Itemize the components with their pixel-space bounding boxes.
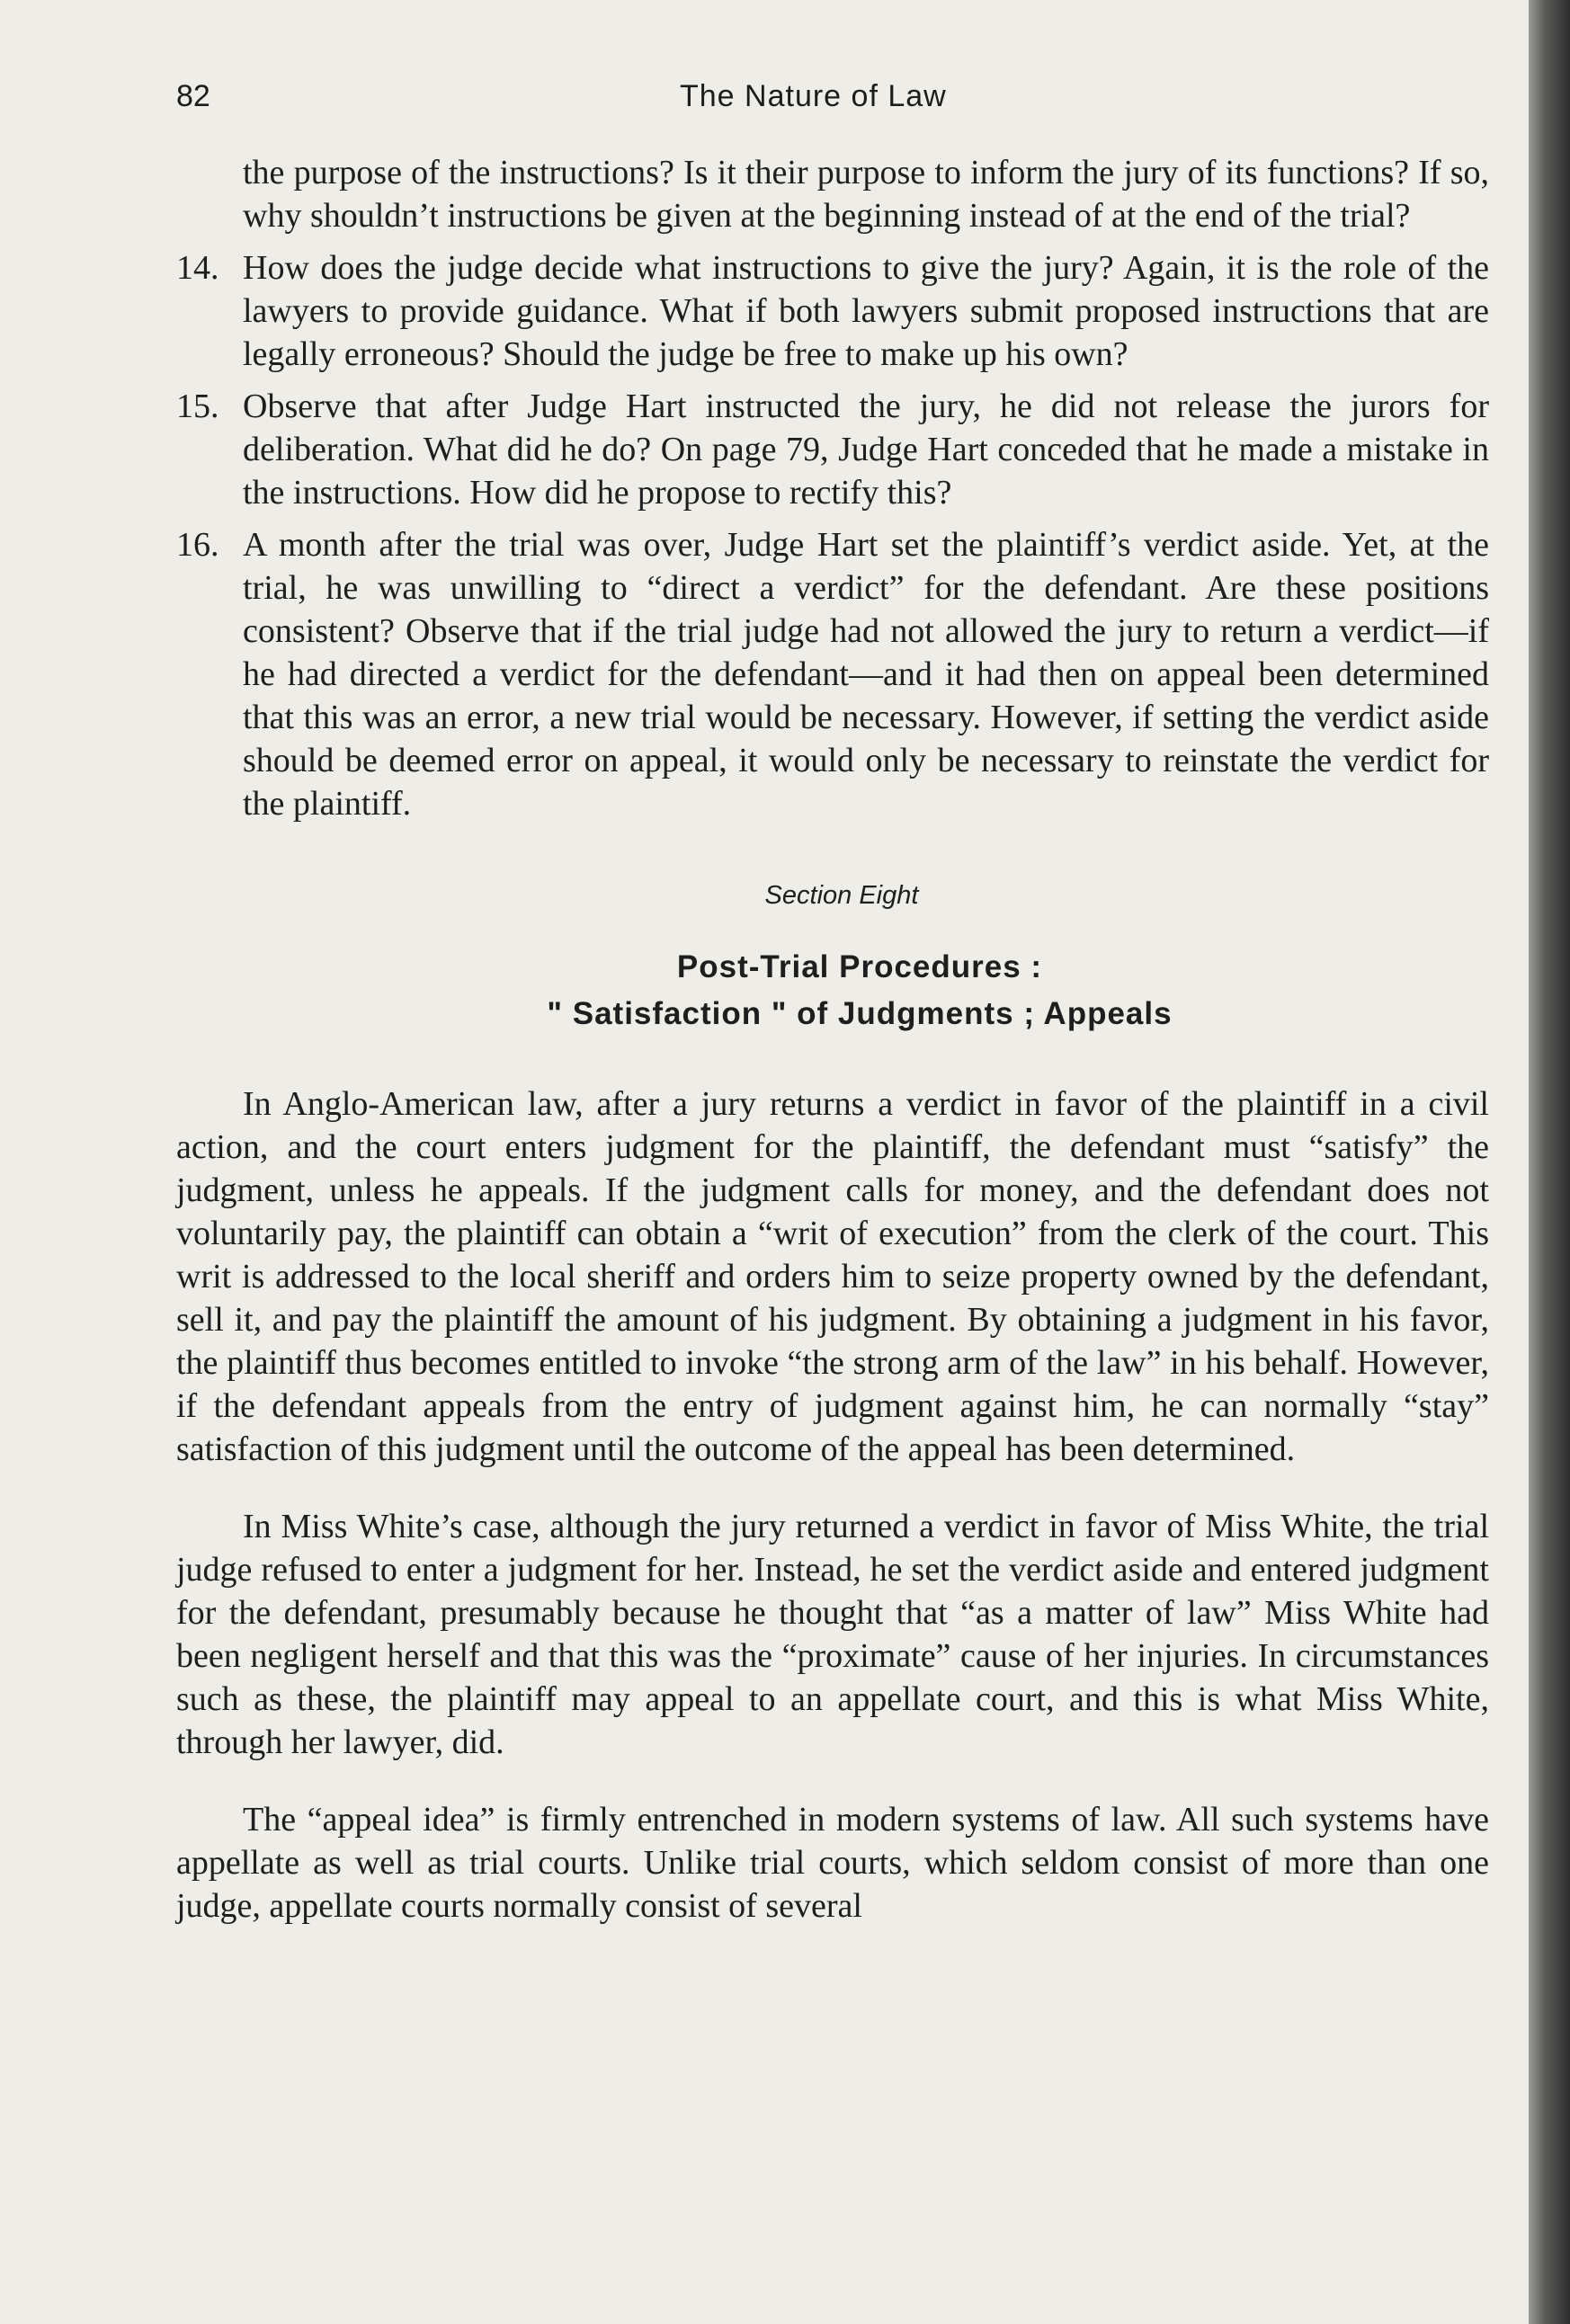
question-item [176, 523, 1489, 825]
section-heading-line-1: Post-Trial Procedures : [676, 949, 1043, 984]
question-item [176, 246, 1489, 376]
body-paragraph: The “appeal idea” is firmly entrenched in modern systems of law. All such systems have appellate as well as trial courts. Unlike trial courts, which seldom consist of more than one judge, appellate courts normally consist of several [176, 1801, 1489, 1925]
page-edge-shadow [1529, 0, 1570, 2324]
body-paragraph: In Anglo-American law, after a jury returns a verdict in favor of the plaintiff in a civil action, and the court enters judgment for the plaintiff, the defendant must “satisfy” the judgment, unless he appeals. If the judgment calls for money, and the defendant does not voluntarily pay, the plaintiff can obtain a “writ of execution” from the clerk of the court. This writ is addressed to the local sheriff and orders him to seize property owned by the defendant, sell it, and pay the plaintiff the amount of his judgment. By obtaining a judgment in his favor, the plaintiff thus becomes entitled to invoke “the strong arm of the law” in his behalf. However, if the defendant appeals from the entry of judgment against him, he can normally “stay” satisfaction of this judgment until the outcome of the appeal has been determined. [176, 1085, 1489, 1468]
body-paragraph: In Miss White’s case, although the jury returned a verdict in favor of Miss White, the trial judge refused to enter a judgment for her. Instead, he set the verdict aside and entered judgment for the defendant, presumably because he thought that “as a matter of law” Miss White had been negligent herself and that this was the “proximate” cause of her injuries. In circumstances such as these, the plaintiff may appeal to an appellate court, and this is what Miss White, through her lawyer, did. [176, 1508, 1489, 1761]
question-text: Observe that after Judge Hart instructed the jury, he did not release the jurors for deliberation. What did he do? On page 79, Judge Hart conceded that he made a mistake in the instructions. How did he propose to rectify this? [243, 387, 1489, 512]
question-13-continuation: the purpose of the instructions? Is it their purpose to inform the jury of its functions? If so, why shouldn’t instructions be given at the beginning instead of at the end of the trial? [243, 154, 1489, 235]
section-label: Section Eight [764, 881, 919, 910]
question-text: A month after the trial was over, Judge Hart set the plaintiff’s verdict aside. Yet, at the trial, he was unwilling to “direct a verdict” for the defendant. Are these positions consistent? Observe that if the trial judge had not allowed the jury to return a verdict—if he had directed a verdict for the defendant—and it had then on appeal been determined that this was an error, a new trial would be necessary. However, if setting the verdict aside should be deemed error on appeal, it would only be necessary to reinstate the verdict for the plaintiff. [243, 526, 1489, 823]
question-item [176, 385, 1489, 514]
page-header [176, 79, 1489, 133]
section-heading [176, 944, 1489, 1037]
question-number: 14. [176, 249, 219, 287]
page-number: 82 [176, 79, 210, 113]
question-text: How does the judge decide what instructions to give the jury? Again, it is the role of the lawyers to provide guidance. What if both lawyers submit proposed instructions that are legally erroneous? Should the judge be free to make up his own? [243, 249, 1489, 373]
question-number: 16. [176, 526, 219, 564]
section-heading-line-2: " Satisfaction " of Judgments ; Appeals [547, 996, 1173, 1031]
page-body [176, 151, 1489, 1962]
running-title: The Nature of Law [680, 79, 947, 113]
question-number: 15. [176, 387, 219, 425]
